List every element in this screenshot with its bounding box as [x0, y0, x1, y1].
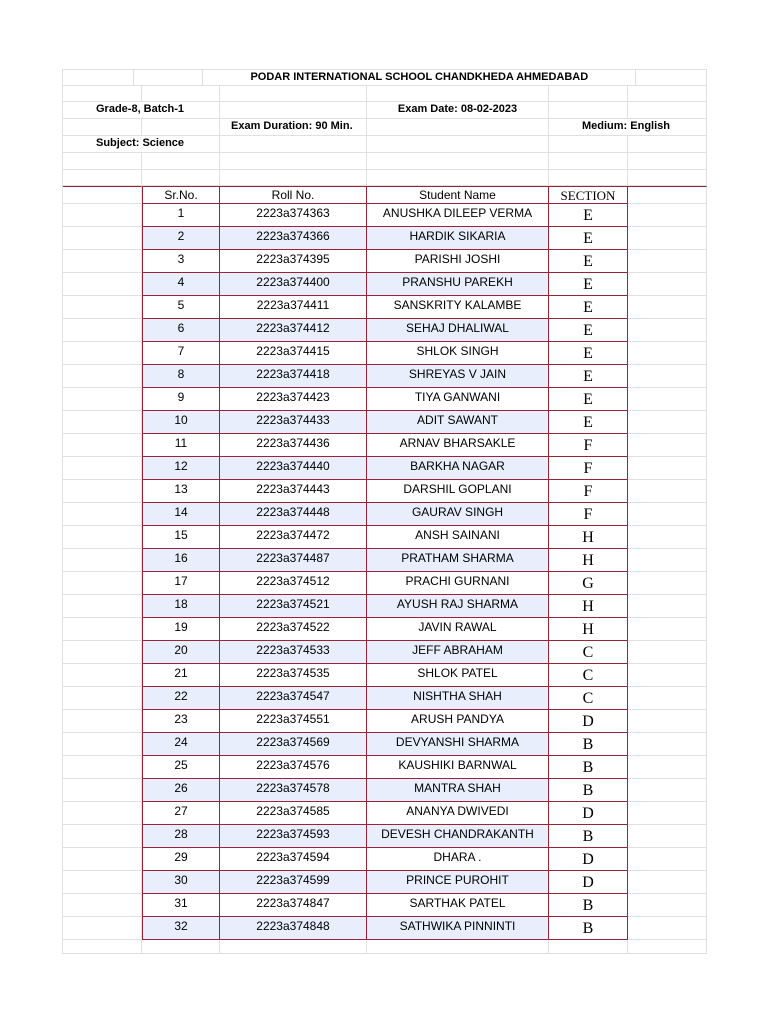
section-cell[interactable]: G — [549, 572, 628, 595]
sr-no-cell[interactable]: 29 — [142, 848, 220, 871]
cell[interactable] — [367, 170, 549, 186]
table-row — [63, 503, 707, 526]
student-name-cell[interactable]: PRANSHU PAREKH — [367, 273, 549, 296]
cell[interactable] — [628, 204, 707, 227]
cell[interactable] — [63, 802, 142, 825]
cell[interactable] — [63, 480, 142, 503]
sr-no-cell[interactable]: 3 — [142, 250, 220, 273]
section-cell[interactable]: B — [549, 917, 628, 940]
cell[interactable] — [63, 319, 142, 342]
table-row — [63, 802, 707, 825]
student-name-cell[interactable]: GAURAV SINGH — [367, 503, 549, 526]
roll-no-cell[interactable]: 2223a374472 — [220, 526, 367, 549]
table-row — [63, 687, 707, 710]
column-header-student-name[interactable]: Student Name — [367, 186, 549, 204]
cell[interactable] — [220, 86, 367, 102]
section-cell[interactable]: D — [549, 802, 628, 825]
cell[interactable] — [628, 710, 707, 733]
cell[interactable] — [63, 186, 142, 204]
school-title[interactable]: PODAR INTERNATIONAL SCHOOL CHANDKHEDA AHMEDABAD — [203, 70, 636, 86]
cell[interactable] — [134, 70, 204, 86]
section-cell[interactable]: E — [549, 342, 628, 365]
roll-no-cell[interactable]: 2223a374415 — [220, 342, 367, 365]
cell[interactable] — [63, 434, 142, 457]
cell[interactable] — [63, 342, 142, 365]
blank-row — [63, 170, 707, 186]
cell[interactable] — [549, 136, 628, 153]
section-cell[interactable]: C — [549, 641, 628, 664]
cell[interactable] — [63, 457, 142, 480]
student-name-cell[interactable]: ARNAV BHARSAKLE — [367, 434, 549, 457]
cell[interactable] — [63, 572, 142, 595]
table-row — [63, 227, 707, 250]
roll-no-cell[interactable]: 2223a374433 — [220, 411, 367, 434]
cell[interactable] — [63, 204, 142, 227]
student-name-cell[interactable]: ANSH SAINANI — [367, 526, 549, 549]
sr-no-cell[interactable]: 1 — [142, 204, 220, 227]
section-cell[interactable]: E — [549, 227, 628, 250]
table-row — [63, 664, 707, 687]
table-row — [63, 388, 707, 411]
cell[interactable] — [63, 618, 142, 641]
cell[interactable] — [628, 802, 707, 825]
student-name-cell[interactable]: ARUSH PANDYA — [367, 710, 549, 733]
cell[interactable] — [628, 153, 707, 170]
table-row — [63, 733, 707, 756]
cell[interactable] — [63, 894, 142, 917]
section-cell[interactable]: E — [549, 365, 628, 388]
table-row — [63, 319, 707, 342]
cell[interactable] — [63, 687, 142, 710]
student-name-cell[interactable]: NISHTHA SHAH — [367, 687, 549, 710]
section-cell[interactable]: D — [549, 848, 628, 871]
cell[interactable] — [628, 102, 707, 119]
section-cell[interactable]: H — [549, 526, 628, 549]
cell[interactable] — [549, 170, 628, 186]
cell[interactable] — [367, 940, 549, 954]
sr-no-cell[interactable]: 5 — [142, 296, 220, 319]
cell[interactable] — [628, 388, 707, 411]
cell[interactable] — [549, 940, 628, 954]
student-name-cell[interactable]: SATHWIKA PINNINTI — [367, 917, 549, 940]
roll-no-cell[interactable]: 2223a374576 — [220, 756, 367, 779]
section-cell[interactable]: B — [549, 733, 628, 756]
student-name-cell[interactable]: PARISHI JOSHI — [367, 250, 549, 273]
table-row — [63, 595, 707, 618]
sr-no-cell[interactable]: 22 — [142, 687, 220, 710]
cell[interactable] — [63, 296, 142, 319]
sr-no-cell[interactable]: 23 — [142, 710, 220, 733]
cell[interactable] — [63, 940, 142, 954]
section-cell[interactable]: E — [549, 250, 628, 273]
section-cell[interactable]: F — [549, 503, 628, 526]
cell[interactable] — [142, 940, 220, 954]
sr-no-cell[interactable]: 15 — [142, 526, 220, 549]
table-row — [63, 296, 707, 319]
section-cell[interactable]: E — [549, 204, 628, 227]
grade-batch[interactable]: Grade-8, Batch-1 — [63, 102, 220, 119]
column-header-section[interactable]: SECTION — [549, 186, 628, 204]
student-name-cell[interactable]: DHARA . — [367, 848, 549, 871]
sr-no-cell[interactable]: 6 — [142, 319, 220, 342]
student-name-cell[interactable]: ADIT SAWANT — [367, 411, 549, 434]
section-cell[interactable]: E — [549, 411, 628, 434]
exam-date[interactable]: Exam Date: 08-02-2023 — [367, 102, 549, 119]
roll-no-cell[interactable]: 2223a374585 — [220, 802, 367, 825]
table-row — [63, 549, 707, 572]
roll-no-cell[interactable]: 2223a374522 — [220, 618, 367, 641]
cell[interactable] — [628, 186, 707, 204]
sr-no-cell[interactable]: 27 — [142, 802, 220, 825]
sr-no-cell[interactable]: 26 — [142, 779, 220, 802]
student-name-cell[interactable]: SHLOK PATEL — [367, 664, 549, 687]
cell[interactable] — [220, 153, 367, 170]
sr-no-cell[interactable]: 18 — [142, 595, 220, 618]
cell[interactable] — [549, 86, 628, 102]
cell[interactable] — [63, 710, 142, 733]
student-name-cell[interactable]: JEFF ABRAHAM — [367, 641, 549, 664]
cell[interactable] — [63, 250, 142, 273]
table-row — [63, 434, 707, 457]
subject-row — [63, 136, 707, 153]
cell[interactable] — [220, 940, 367, 954]
cell[interactable] — [628, 641, 707, 664]
roll-no-cell[interactable]: 2223a374535 — [220, 664, 367, 687]
section-cell[interactable]: E — [549, 273, 628, 296]
student-name-cell[interactable]: BARKHA NAGAR — [367, 457, 549, 480]
roll-no-cell[interactable]: 2223a374521 — [220, 595, 367, 618]
column-header-rollno[interactable]: Roll No. — [220, 186, 367, 204]
roll-no-cell[interactable]: 2223a374512 — [220, 572, 367, 595]
student-name-cell[interactable]: ANANYA DWIVEDI — [367, 802, 549, 825]
student-name-cell[interactable]: AYUSH RAJ SHARMA — [367, 595, 549, 618]
table-row — [63, 480, 707, 503]
cell[interactable] — [142, 119, 220, 136]
section-cell[interactable]: E — [549, 388, 628, 411]
cell[interactable] — [220, 102, 367, 119]
blank-row — [63, 86, 707, 102]
cell[interactable] — [628, 871, 707, 894]
student-name-cell[interactable]: HARDIK SIKARIA — [367, 227, 549, 250]
cell[interactable] — [628, 733, 707, 756]
cell[interactable] — [63, 779, 142, 802]
exam-duration[interactable]: Exam Duration: 90 Min. — [220, 119, 367, 136]
cell[interactable] — [63, 526, 142, 549]
section-cell[interactable]: H — [549, 618, 628, 641]
cell[interactable] — [628, 526, 707, 549]
section-cell[interactable]: F — [549, 434, 628, 457]
section-cell[interactable]: H — [549, 595, 628, 618]
table-row — [63, 204, 707, 227]
cell[interactable] — [628, 319, 707, 342]
cell[interactable] — [628, 825, 707, 848]
roll-no-cell[interactable]: 2223a374395 — [220, 250, 367, 273]
cell[interactable] — [628, 457, 707, 480]
cell[interactable] — [628, 894, 707, 917]
sr-no-cell[interactable]: 32 — [142, 917, 220, 940]
cell[interactable] — [63, 273, 142, 296]
cell[interactable] — [628, 136, 707, 153]
cell[interactable] — [63, 917, 142, 940]
cell[interactable] — [628, 572, 707, 595]
cell[interactable] — [63, 411, 142, 434]
roll-no-cell[interactable]: 2223a374594 — [220, 848, 367, 871]
cell[interactable] — [628, 687, 707, 710]
cell[interactable] — [220, 170, 367, 186]
cell[interactable] — [63, 848, 142, 871]
table-row — [63, 871, 707, 894]
roll-no-cell[interactable]: 2223a374593 — [220, 825, 367, 848]
table-row — [63, 848, 707, 871]
sr-no-cell[interactable]: 19 — [142, 618, 220, 641]
cell[interactable] — [628, 296, 707, 319]
medium[interactable]: Medium: English — [549, 119, 707, 136]
roll-no-cell[interactable]: 2223a374412 — [220, 319, 367, 342]
cell[interactable] — [63, 119, 142, 136]
roll-no-cell[interactable]: 2223a374366 — [220, 227, 367, 250]
student-name-cell[interactable]: PRATHAM SHARMA — [367, 549, 549, 572]
cell[interactable] — [628, 86, 707, 102]
cell[interactable] — [63, 595, 142, 618]
sr-no-cell[interactable]: 9 — [142, 388, 220, 411]
cell[interactable] — [63, 756, 142, 779]
student-name-cell[interactable]: KAUSHIKI BARNWAL — [367, 756, 549, 779]
roll-no-cell[interactable]: 2223a374423 — [220, 388, 367, 411]
cell[interactable] — [63, 641, 142, 664]
table-row — [63, 641, 707, 664]
cell[interactable] — [63, 365, 142, 388]
section-cell[interactable]: B — [549, 825, 628, 848]
cell[interactable] — [628, 940, 707, 954]
student-table — [63, 186, 707, 940]
roll-no-cell[interactable]: 2223a374418 — [220, 365, 367, 388]
sr-no-cell[interactable]: 11 — [142, 434, 220, 457]
cell[interactable] — [367, 136, 549, 153]
cell[interactable] — [628, 342, 707, 365]
table-row — [63, 457, 707, 480]
table-row — [63, 618, 707, 641]
student-name-cell[interactable]: SHLOK SINGH — [367, 342, 549, 365]
roll-no-cell[interactable]: 2223a374578 — [220, 779, 367, 802]
cell[interactable] — [63, 86, 142, 102]
sr-no-cell[interactable]: 7 — [142, 342, 220, 365]
sr-no-cell[interactable]: 24 — [142, 733, 220, 756]
blank-row — [63, 940, 707, 954]
section-cell[interactable]: B — [549, 779, 628, 802]
roll-no-cell[interactable]: 2223a374547 — [220, 687, 367, 710]
cell[interactable] — [628, 917, 707, 940]
sr-no-cell[interactable]: 20 — [142, 641, 220, 664]
roll-no-cell[interactable]: 2223a374436 — [220, 434, 367, 457]
student-name-cell[interactable]: MANTRA SHAH — [367, 779, 549, 802]
cell[interactable] — [142, 153, 220, 170]
blank-row — [63, 153, 707, 170]
section-cell[interactable]: H — [549, 549, 628, 572]
cell[interactable] — [367, 153, 549, 170]
roll-no-cell[interactable]: 2223a374599 — [220, 871, 367, 894]
cell[interactable] — [63, 153, 142, 170]
student-name-cell[interactable]: PRINCE PUROHIT — [367, 871, 549, 894]
cell[interactable] — [367, 119, 549, 136]
cell[interactable] — [628, 756, 707, 779]
cell[interactable] — [628, 480, 707, 503]
cell[interactable] — [367, 86, 549, 102]
cell[interactable] — [628, 434, 707, 457]
sr-no-cell[interactable]: 16 — [142, 549, 220, 572]
sr-no-cell[interactable]: 14 — [142, 503, 220, 526]
cell[interactable] — [628, 250, 707, 273]
student-name-cell[interactable]: SEHAJ DHALIWAL — [367, 319, 549, 342]
table-row — [63, 572, 707, 595]
student-name-cell[interactable]: SANSKRITY KALAMBE — [367, 296, 549, 319]
table-row — [63, 342, 707, 365]
student-name-cell[interactable]: SARTHAK PATEL — [367, 894, 549, 917]
cell[interactable] — [63, 70, 134, 86]
section-cell[interactable]: C — [549, 664, 628, 687]
cell[interactable] — [63, 227, 142, 250]
section-cell[interactable]: C — [549, 687, 628, 710]
roll-no-cell[interactable]: 2223a374411 — [220, 296, 367, 319]
cell[interactable] — [628, 170, 707, 186]
cell[interactable] — [628, 411, 707, 434]
sr-no-cell[interactable]: 2 — [142, 227, 220, 250]
cell[interactable] — [549, 102, 628, 119]
student-name-cell[interactable]: SHREYAS V JAIN — [367, 365, 549, 388]
table-row — [63, 917, 707, 940]
cell[interactable] — [63, 733, 142, 756]
cell[interactable] — [628, 273, 707, 296]
cell[interactable] — [628, 227, 707, 250]
cell[interactable] — [63, 871, 142, 894]
title-row — [63, 70, 707, 86]
sr-no-cell[interactable]: 31 — [142, 894, 220, 917]
cell[interactable] — [549, 153, 628, 170]
cell[interactable] — [628, 664, 707, 687]
section-cell[interactable]: B — [549, 894, 628, 917]
roll-no-cell[interactable]: 2223a374400 — [220, 273, 367, 296]
table-row — [63, 825, 707, 848]
cell[interactable] — [628, 365, 707, 388]
table-header-row — [63, 186, 707, 204]
section-cell[interactable]: D — [549, 710, 628, 733]
sr-no-cell[interactable]: 12 — [142, 457, 220, 480]
cell[interactable] — [63, 825, 142, 848]
section-cell[interactable]: F — [549, 457, 628, 480]
roll-no-cell[interactable]: 2223a374847 — [220, 894, 367, 917]
roll-no-cell[interactable]: 2223a374551 — [220, 710, 367, 733]
cell[interactable] — [628, 595, 707, 618]
cell[interactable] — [628, 503, 707, 526]
sr-no-cell[interactable]: 25 — [142, 756, 220, 779]
section-cell[interactable]: D — [549, 871, 628, 894]
cell[interactable] — [628, 848, 707, 871]
cell[interactable] — [63, 170, 142, 186]
roll-no-cell[interactable]: 2223a374487 — [220, 549, 367, 572]
roll-no-cell[interactable]: 2223a374443 — [220, 480, 367, 503]
table-row — [63, 411, 707, 434]
table-row — [63, 756, 707, 779]
student-name-cell[interactable]: JAVIN RAWAL — [367, 618, 549, 641]
student-name-cell[interactable]: TIYA GANWANI — [367, 388, 549, 411]
student-name-cell[interactable]: DEVESH CHANDRAKANTH — [367, 825, 549, 848]
sr-no-cell[interactable]: 21 — [142, 664, 220, 687]
table-row — [63, 273, 707, 296]
sr-no-cell[interactable]: 10 — [142, 411, 220, 434]
cell[interactable] — [628, 779, 707, 802]
cell[interactable] — [628, 618, 707, 641]
roll-no-cell[interactable]: 2223a374848 — [220, 917, 367, 940]
table-row — [63, 779, 707, 802]
roll-no-cell[interactable]: 2223a374533 — [220, 641, 367, 664]
cell[interactable] — [220, 136, 367, 153]
cell[interactable] — [63, 388, 142, 411]
cell[interactable] — [142, 86, 220, 102]
cell[interactable] — [63, 503, 142, 526]
grade-row — [63, 102, 707, 119]
column-header-srno[interactable]: Sr.No. — [142, 186, 220, 204]
cell[interactable] — [636, 70, 707, 86]
cell[interactable] — [628, 549, 707, 572]
roll-no-cell[interactable]: 2223a374569 — [220, 733, 367, 756]
table-row — [63, 710, 707, 733]
duration-row — [63, 119, 707, 136]
student-name-cell[interactable]: DARSHIL GOPLANI — [367, 480, 549, 503]
table-row — [63, 250, 707, 273]
section-cell[interactable]: B — [549, 756, 628, 779]
spreadsheet — [62, 69, 707, 954]
cell[interactable] — [63, 664, 142, 687]
cell[interactable] — [63, 549, 142, 572]
roll-no-cell[interactable]: 2223a374363 — [220, 204, 367, 227]
sr-no-cell[interactable]: 8 — [142, 365, 220, 388]
cell[interactable] — [142, 170, 220, 186]
roll-no-cell[interactable]: 2223a374440 — [220, 457, 367, 480]
table-row — [63, 526, 707, 549]
sr-no-cell[interactable]: 17 — [142, 572, 220, 595]
section-cell[interactable]: E — [549, 296, 628, 319]
student-name-cell[interactable]: PRACHI GURNANI — [367, 572, 549, 595]
table-row — [63, 894, 707, 917]
student-name-cell[interactable]: DEVYANSHI SHARMA — [367, 733, 549, 756]
student-name-cell[interactable]: ANUSHKA DILEEP VERMA — [367, 204, 549, 227]
roll-no-cell[interactable]: 2223a374448 — [220, 503, 367, 526]
sr-no-cell[interactable]: 28 — [142, 825, 220, 848]
subject[interactable]: Subject: Science — [63, 136, 220, 153]
section-cell[interactable]: E — [549, 319, 628, 342]
sr-no-cell[interactable]: 4 — [142, 273, 220, 296]
sr-no-cell[interactable]: 30 — [142, 871, 220, 894]
section-cell[interactable]: F — [549, 480, 628, 503]
table-row — [63, 365, 707, 388]
sr-no-cell[interactable]: 13 — [142, 480, 220, 503]
